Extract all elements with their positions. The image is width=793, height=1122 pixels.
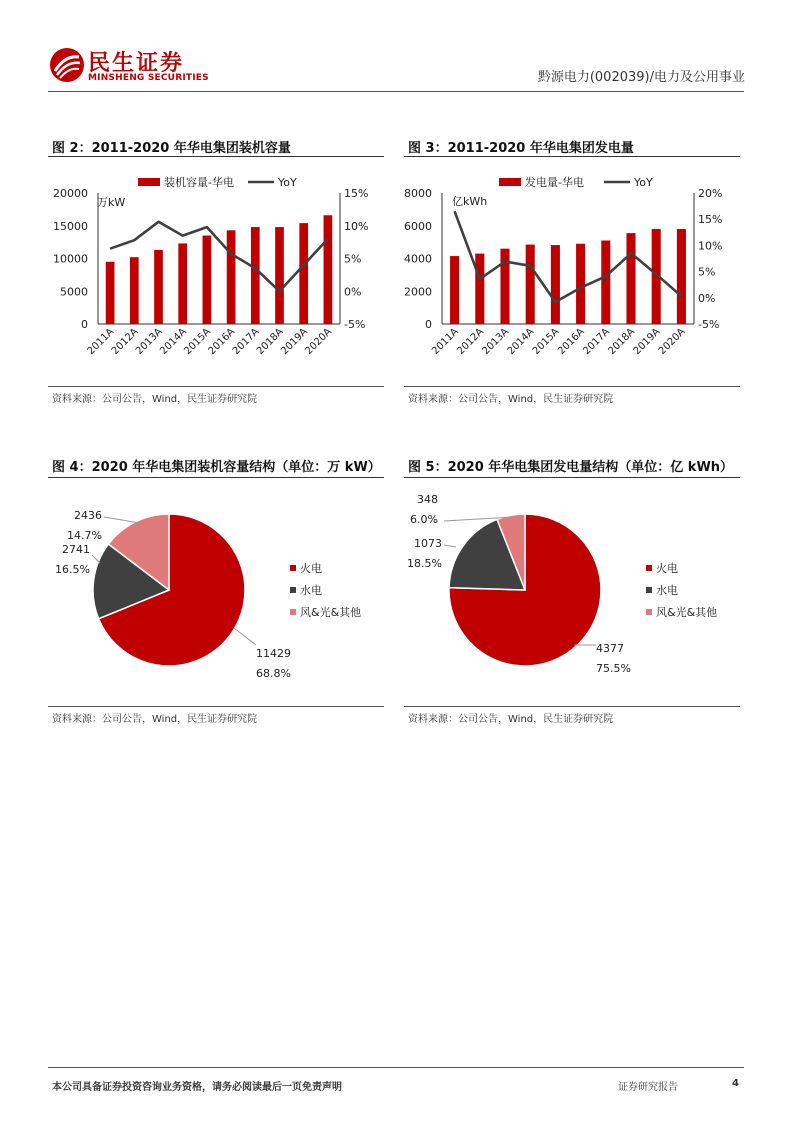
category-label: 2014A — [158, 326, 189, 357]
right-tick-label: 0% — [698, 291, 716, 305]
bar — [450, 256, 459, 324]
category-label: 2012A — [109, 326, 141, 357]
category-label: 2019A — [279, 326, 310, 357]
leader-line — [444, 545, 456, 547]
left-tick-label: 8000 — [404, 187, 432, 200]
right-tick-label: 5% — [698, 265, 716, 279]
slice-pct-label: 6.0% — [410, 513, 438, 526]
footer-report-type: 证券研究报告 — [618, 1082, 678, 1093]
header-divider — [48, 91, 744, 92]
figure-4-title: 图 4：2020 年华电集团装机容量结构（单位：万 kW） — [52, 460, 381, 475]
slice-pct-label: 68.8% — [256, 667, 291, 680]
category-label: 2013A — [480, 326, 512, 357]
category-label: 2012A — [455, 326, 486, 357]
legend-swatch — [646, 565, 652, 571]
legend-bar-swatch — [499, 178, 521, 186]
slice-pct-label: 18.5% — [407, 557, 442, 570]
slice-value-label: 2436 — [74, 509, 102, 522]
figure-2-title: 图 2：2011-2020 年华电集团装机容量 — [52, 141, 291, 156]
figure-4-source-divider — [48, 706, 384, 707]
bar — [601, 240, 610, 324]
category-label: 2011A — [85, 326, 117, 357]
category-label: 2015A — [530, 326, 562, 357]
figure-2-divider — [48, 156, 384, 157]
footer-divider — [48, 1067, 744, 1068]
bar — [551, 245, 560, 324]
figure-5-source-divider — [404, 706, 740, 707]
slice-value-label: 4377 — [596, 642, 624, 655]
brand-name: 民生证券 — [88, 51, 185, 76]
category-label: 2020A — [656, 326, 688, 357]
bar — [299, 223, 308, 324]
legend-line-label: YoY — [634, 176, 653, 189]
right-tick-label: 0% — [344, 285, 362, 299]
legend-bar-label: 发电量-华电 — [525, 176, 584, 189]
figure-4-divider — [48, 477, 384, 478]
leader-line — [234, 628, 256, 645]
bar — [677, 229, 686, 324]
unit-label: 亿kWh — [452, 195, 488, 208]
brand-name-en: MINSHENG SECURITIES — [88, 73, 209, 83]
legend-bar-label: 装机容量-华电 — [164, 176, 234, 189]
category-label: 2018A — [255, 326, 286, 357]
figure-2-source: 资料来源：公司公告，Wind，民生证券研究院 — [52, 394, 258, 405]
yoy-line — [110, 222, 328, 291]
figure-3-title: 图 3：2011-2020 年华电集团发电量 — [408, 141, 634, 156]
legend-line-label: YoY — [278, 176, 297, 189]
legend-swatch — [290, 587, 296, 593]
category-label: 2016A — [556, 326, 587, 357]
legend-label: 风&光&其他 — [300, 606, 362, 619]
footer-disclaimer: 本公司具备证券投资咨询业务资格，请务必阅读最后一页免责声明 — [52, 1082, 342, 1093]
slice-value-label: 1073 — [414, 537, 442, 550]
yoy-line — [455, 211, 682, 302]
left-tick-label: 5000 — [60, 285, 88, 299]
legend-label: 风&光&其他 — [656, 606, 718, 619]
legend-label: 火电 — [656, 562, 678, 575]
slice-value-label: 2741 — [62, 543, 90, 556]
category-label: 2020A — [303, 326, 335, 357]
category-label: 2018A — [606, 326, 638, 357]
left-tick-label: 4000 — [404, 252, 432, 266]
unit-label: 万kW — [97, 196, 126, 209]
category-label: 2014A — [505, 326, 537, 357]
bar — [154, 250, 163, 324]
category-label: 2015A — [182, 326, 214, 357]
slice-pct-label: 75.5% — [596, 662, 631, 675]
slice-pct-label: 16.5% — [55, 563, 90, 576]
bar — [475, 254, 484, 324]
bar — [626, 233, 635, 324]
bar — [130, 257, 139, 324]
legend-swatch — [646, 609, 652, 615]
bar — [500, 249, 509, 324]
right-tick-label: 5% — [344, 252, 362, 266]
legend-label: 水电 — [300, 584, 322, 597]
bar — [227, 230, 236, 324]
figure-5-source: 资料来源：公司公告，Wind，民生证券研究院 — [408, 714, 614, 725]
figure-4-source: 资料来源：公司公告，Wind，民生证券研究院 — [52, 714, 258, 725]
slice-value-label: 348 — [417, 493, 438, 506]
category-label: 2013A — [134, 326, 165, 357]
category-label: 2017A — [230, 326, 262, 357]
category-label: 2019A — [631, 326, 663, 357]
category-label: 2016A — [206, 326, 238, 357]
legend-swatch — [646, 587, 652, 593]
brand-logo — [48, 46, 208, 86]
figure-2-chart — [48, 165, 384, 380]
figure-3-chart — [404, 165, 740, 380]
right-tick-label: -5% — [344, 318, 366, 331]
bar — [576, 244, 585, 324]
slice-pct-label: 14.7% — [67, 529, 102, 542]
figure-3-source: 资料来源：公司公告，Wind，民生证券研究院 — [408, 394, 614, 405]
figure-2-source-divider — [48, 386, 384, 387]
figure-5-title: 图 5：2020 年华电集团发电量结构（单位：亿 kWh） — [408, 460, 734, 475]
right-tick-label: 10% — [344, 219, 369, 233]
legend-bar-swatch — [138, 178, 160, 186]
figure-4-chart — [48, 485, 384, 700]
legend-label: 水电 — [656, 584, 678, 597]
left-tick-label: 10000 — [53, 252, 88, 266]
right-tick-label: 10% — [698, 239, 723, 253]
page-number: 4 — [732, 1078, 739, 1089]
bar — [203, 236, 212, 324]
legend-swatch — [290, 565, 296, 571]
bar — [275, 227, 284, 324]
left-tick-label: 20000 — [53, 187, 88, 200]
slice-value-label: 11429 — [256, 647, 291, 660]
bar — [526, 245, 535, 324]
category-label: 2017A — [581, 326, 612, 357]
left-tick-label: 6000 — [404, 219, 432, 233]
figure-5-chart — [404, 485, 740, 700]
category-label: 2011A — [430, 326, 461, 357]
right-tick-label: 20% — [698, 187, 723, 200]
right-tick-label: 15% — [698, 213, 723, 227]
logo-mark-icon — [48, 46, 86, 84]
right-tick-label: 15% — [344, 187, 369, 200]
right-tick-label: -5% — [698, 318, 720, 331]
bar — [106, 262, 115, 324]
legend-label: 火电 — [300, 562, 322, 575]
bar — [178, 243, 187, 324]
report-subject: 黔源电力(002039)/电力及公用事业 — [537, 70, 745, 85]
figure-5-divider — [404, 477, 740, 478]
figure-3-source-divider — [404, 386, 740, 387]
left-tick-label: 15000 — [53, 219, 88, 233]
bar — [251, 227, 260, 324]
figure-3-divider — [404, 156, 740, 157]
bar — [324, 215, 333, 324]
left-tick-label: 0 — [81, 318, 88, 331]
leader-line — [104, 517, 140, 523]
legend-swatch — [290, 609, 296, 615]
left-tick-label: 2000 — [404, 285, 432, 299]
left-tick-label: 0 — [425, 318, 432, 331]
